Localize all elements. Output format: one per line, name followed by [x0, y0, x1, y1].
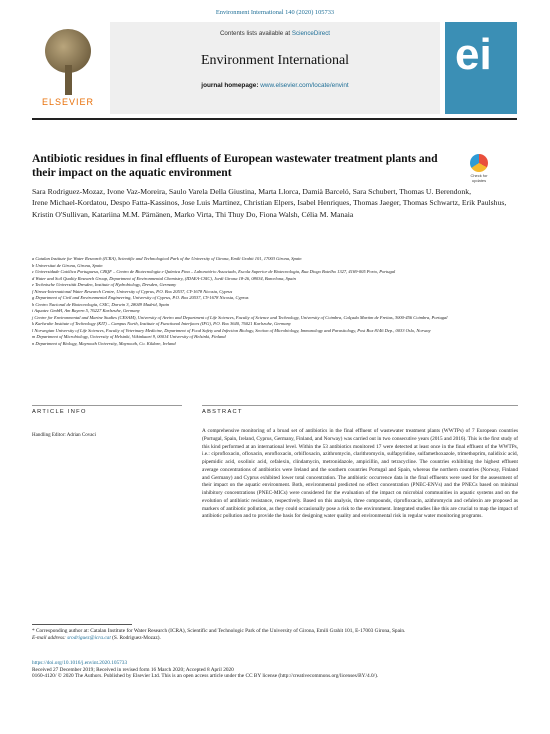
affiliation-item: l Norwegian University of Life Sciences, Faculty of Veterinary Medicine, Department of Food Safety and Infection Biology, Section of Microbiology, Immunology and Parasitology, Post Box 8146 Dep., 0033 Oslo, Norway [32, 327, 431, 333]
email-link[interactable]: srodriguez@icra.cat [67, 635, 111, 641]
homepage-link[interactable]: www.elsevier.com/locate/envint [260, 82, 349, 89]
license-note: 0160-4120/ © 2020 The Authors. Published by Elsevier Ltd. This is an open access article under the CC BY license (http://creativecommons.org/licenses/BY/4.0/). [32, 673, 379, 680]
author-name[interactable]: Damià Barceló [302, 187, 349, 196]
author-name[interactable]: Thi Thuy Do [215, 209, 256, 219]
affiliation-item: h Centro Nacional de Biotecnología, CSIC, Darwin 3, 28049 Madrid, Spain [32, 301, 170, 307]
sciencedirect-link[interactable]: ScienceDirect [291, 30, 331, 37]
abstract-text: A comprehensive monitoring of a broad set of antibiotics in the final effluent of wastewater treatment plants (WWTPs) of 7 European countries (Portugal, Spain, Ireland, Cyprus, Germany, Finland, and Norway) was carried out in two consecutive years (2015 and 2016). This is the first study of this kind performed at an international level. Within the 53 antibiotics monitored 17 were detected at least once in the final effluent of the WWTPs, i.e.: ciprofloxacin, ofloxacin, enrofloxacin, orbifloxacin, azithromycin, clarithromycin, sulfapyridine, sulfamethoxazole, trimethoprim, nalidixic acid, pipemidic acid, oxolinic acid, cefalexin, clindamycin, metronidazole, ampicillin, and tetracycline. The countries exhibiting the highest effluent average concentrations of antibiotics were Ireland and the southern countries Portugal and Spain, whereas the northern countries (Norway, Finland and Germany) and Cyprus exhibited lower total concentration. The antibiotic occurrence data in the final effluents were used for the assessment of their impact on the aquatic environment. Both, environmental predicted no effect concentration (PNEC-ENVs) and the PNECs based on minimal inhibitory concentrations (PNEC-MICs) were considered for the evaluation of the impact on microbial communities in aquatic systems and on the evolution of antibiotic resistance, respectively. Based on this analysis, three compounds, ciprofloxacin, azithromycin and cefalexin are proposed as markers of antibiotic pollution, as they could occasionally pose a risk to the environment. Integrated studies like this are crucial to map the impact of antibiotic pollution and to provide the basis for designing water quality and environmental risk in regular water monitoring programs. [202, 428, 518, 520]
publisher-name: ELSEVIER [41, 97, 95, 107]
contents-prefix: Contents lists available at [219, 30, 292, 37]
journal-header [32, 22, 517, 120]
email-label: E-mail address: [32, 635, 68, 641]
article-footer [32, 660, 518, 680]
abstract-rule [202, 405, 518, 406]
article-title: Antibiotic residues in final effluents of European wastewater treatment plants and their impact on the aquatic environment [32, 152, 438, 179]
author-name[interactable]: Sara Schubert [352, 187, 396, 196]
cover-logo: ei [455, 30, 492, 79]
affiliation-list [32, 256, 518, 347]
journal-cover [445, 22, 517, 114]
elsevier-tree-icon [39, 25, 97, 95]
journal-box [110, 22, 440, 114]
check-for-updates-badge[interactable] [467, 154, 491, 184]
author-name[interactable]: Jose Luis Martinez [181, 198, 240, 208]
affiliation-item: b Universitat de Girona, Girona, Spain [32, 262, 103, 268]
email-line [32, 635, 518, 642]
handling-editor: Handling Editor: Adrian Covaci [32, 433, 97, 438]
author-name[interactable]: Marta Llorca [258, 187, 299, 196]
footnotes [32, 628, 518, 642]
affiliation-item: d Water and Soil Quality Research Group, Department of Environmental Chemistry, (IDAEA-CSIC), Jordi Girona 18-26, 08034, Barcelona, Spain [32, 275, 296, 281]
author-name[interactable]: Thomas Schwartz [402, 198, 459, 208]
footnote-rule [32, 624, 132, 625]
author-name[interactable]: Ivone Vaz-Moreira [106, 187, 166, 196]
article-info-heading: ARTICLE INFO [32, 409, 87, 415]
author-name[interactable]: Thomas Jaeger [352, 198, 399, 208]
received-dates: Received 27 December 2019; Received in revised form 16 March 2020; Accepted 8 April 2020 [32, 666, 234, 673]
check-updates-icon [470, 154, 488, 172]
author-list: Sara Rodriguez-Mozaz, Ivone Vaz-Moreira, Saulo Varela Della Giustina, Marta Llorca, Damià Barceló, Sara Schubert, Thomas U. Berendonk, Irene Michael-Kordatou, Despo Fatta-Kassinos, Jose Luis Martinez, Christian Elpers, Isabel Henriques, Thomas Jaeger, Thomas Schwartz, Erik Paulshus, Kristin O'Sullivan, Katariina M.M. Pärnänen, Marko Virta, Thi Thuy Do, Fiona Walsh, Célia M. Manaia [32, 187, 507, 219]
author-name[interactable]: Sara Rodriguez-Mozaz [32, 187, 104, 196]
author-name[interactable]: Marko Virta [174, 209, 212, 219]
author-name[interactable]: Kristin O'Sullivan [32, 209, 88, 219]
corresponding-author-note: * Corresponding author at: Catalan Institute for Water Research (ICRA), Scientific and Technologic Park of the University of Girona, Emili Grahit 101, E-17003 Girona, Spain. [32, 628, 406, 634]
author-name[interactable]: Erik Paulshus [461, 198, 505, 208]
author-name[interactable]: Isabel Henriques [297, 198, 350, 208]
affiliation-item: e Technische Universität Dresden, Institute of Hydrobiology, Dresden, Germany [32, 282, 177, 287]
affiliation-item: f Nireas-International Water Research Centre, University of Cyprus, P.O. Box 20537, CY-1678 Nicosia, Cyprus [32, 288, 233, 294]
author-name[interactable]: Célia M. Manaia [301, 209, 354, 219]
affiliation-item: n Department of Biology, Maynooth University, Maynooth, Co. Kildare, Ireland [32, 340, 176, 346]
affiliation-item: i Aquatec GmbH, Am Bayern 5, 76227 Karlsruhe, Germany [32, 308, 140, 313]
check-updates-label: Check for updates [470, 173, 488, 183]
journal-title: Environment International [200, 53, 350, 68]
author-name[interactable]: Thomas U. Berendonk [399, 187, 470, 196]
affiliation-item: a Catalan Institute for Water Research (ICRA), Scientific and Technological Park of the University of Girona, Emili Grahit 101, 17003 Girona, Spain [32, 256, 302, 261]
homepage-label: journal homepage: [201, 82, 259, 89]
contents-line [110, 30, 440, 37]
journal-citation: Environment International 140 (2020) 105733 [215, 9, 335, 16]
affiliation-item: k Karlsruhe Institute of Technology (KIT) – Campus North, Institute of Functional Interfaces (IFG), P.O. Box 3640, 76021 Karlsruhe, Germany [32, 321, 291, 326]
abstract-heading: ABSTRACT [202, 409, 243, 415]
doi-link[interactable]: https://doi.org/10.1016/j.envint.2020.105733 [32, 660, 128, 666]
author-name[interactable]: Irene Michael-Kordatou [32, 198, 107, 208]
email-suffix: (S. Rodriguez-Mozaz). [110, 635, 161, 641]
author-name[interactable]: Christian Elpers [243, 198, 294, 208]
affiliation-item: c Universidade Católica Portuguesa, CBQF – Centro de Biotecnologia e Química Fina – Laboratório Associado, Escola Superior de Biotecnologia, Rua Diogo Botelho 1327, 4169-005 Porto, Portugal [32, 269, 396, 274]
article-info-rule [32, 405, 182, 406]
elsevier-logo [32, 25, 104, 115]
affiliation-item: g Department of Civil and Environmental Engineering, University of Cyprus, P.O. Box 20537, CY-1678 Nicosia, Cyprus [32, 295, 249, 300]
author-name[interactable]: Saulo Varela Della Giustina [168, 187, 255, 196]
author-name[interactable]: Despo Fatta-Kassinos [110, 198, 178, 208]
affiliation-item: j Centre for Environmental and Marine Studies (CESAM), University of Aveiro and Department of Life Sciences, Faculty of Science and Technology, University of Coimbra, Calçada Martim de Freitas, 3000-456 Coimbra, Portugal [32, 314, 448, 320]
author-name[interactable]: Fiona Walsh [259, 209, 298, 219]
author-name[interactable]: Katariina M.M. Pärnänen [91, 209, 171, 219]
affiliation-item: m Department of Microbiology, University of Helsinki, Viikinkaari 9, 00014 University of Helsinki, Finland [32, 334, 226, 339]
journal-homepage [110, 82, 440, 89]
